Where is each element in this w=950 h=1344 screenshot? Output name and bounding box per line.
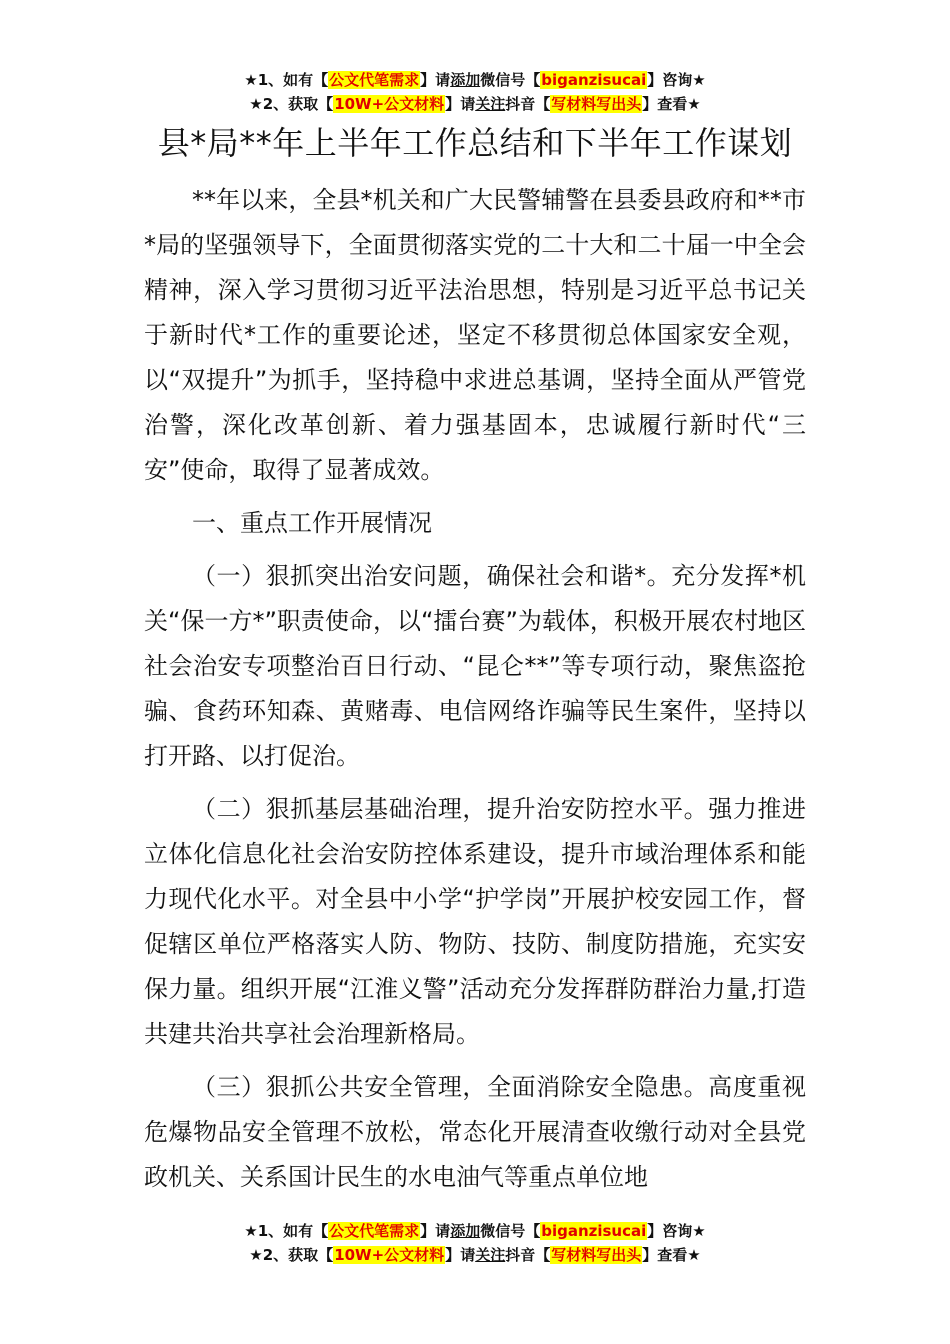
subsection-paragraph-2: （二）狠抓基层基础治理，提升治安防控水平。强力推进立体化信息化社会治安防控体系建设，提升市域治理体系和能力现代化水平。对全县中小学“护学岗”开展护校安园工作，督促辖区单位严格落实人防、物防、技防、制度防措施，充实安保力量。组织开展“江淮义警”活动充分发挥群防群治力量,打造共建共治共享社会治理新格局。 [144,795,806,1048]
ad-douyin-account: 写材料写出头 [551,95,642,113]
ad-text: 】咨询★ [647,1222,706,1240]
ad-line-2 [0,1243,950,1267]
ad-text: 】请 [445,95,476,113]
ad-text: ★1、如有【 [244,71,329,89]
subsection-paragraph-1: （一）狠抓突出治安问题，确保社会和谐*。充分发挥*机关“保一方*”职责使命，以“擂台赛”为载体，积极开展农村地区社会治安专项整治百日行动、“昆仑**”等专项行动，聚焦盗抢骗、食药环知森、黄赌毒、电信网络诈骗等民生案件，坚持以打开路、以打促治。 [144,562,806,770]
ad-underlined-text: 添加 [450,71,481,89]
ad-text: ★2、获取【 [249,95,334,113]
ad-highlight: 公文代笔需求 [329,1222,420,1240]
ad-douyin-account: 写材料写出头 [551,1246,642,1264]
ad-text: 】查看★ [642,95,701,113]
ad-text: ★1、如有【 [244,1222,329,1240]
ad-highlight: 10W+公文材料 [334,95,445,113]
header-ad-banner [0,68,950,116]
ad-text: 抖音【 [505,95,551,113]
ad-text: 】请 [420,71,451,89]
subsection-paragraph-3: （三）狠抓公共安全管理，全面消除安全隐患。高度重视危爆物品安全管理不放松，常态化开展清查收缴行动对全县党政机关、关系国计民生的水电油气等重点单位地 [144,1073,806,1191]
intro-paragraph: **年以来，全县*机关和广大民警辅警在县委县政府和**市*局的坚强领导下，全面贯彻落实党的二十大和二十届一中全会精神，深入学习贯彻习近平法治思想，特别是习近平总书记关于新时代*工作的重要论述，坚定不移贯彻总体国家安全观，以“双提升”为抓手，坚持稳中求进总基调，坚持全面从严管党治警，深化改革创新、着力强基固本，忠诚履行新时代“三安”使命，取得了显著成效。 [144,186,806,484]
ad-text: 】请 [445,1246,476,1264]
ad-underlined-text: 关注 [475,1246,506,1264]
document-title: 县*局**年上半年工作总结和下半年工作谋划 [157,124,793,162]
ad-wechat-id: biganzisucai [541,71,647,89]
ad-highlight: 公文代笔需求 [329,71,420,89]
ad-text: 】咨询★ [647,71,706,89]
ad-text: ★2、获取【 [249,1246,334,1264]
ad-text: 微信号【 [480,1222,541,1240]
ad-text: 微信号【 [480,71,541,89]
ad-wechat-id: biganzisucai [541,1222,647,1240]
ad-underlined-text: 关注 [475,95,506,113]
document-body [144,178,806,1200]
section-heading: 一、重点工作开展情况 [192,509,432,537]
ad-text: 】查看★ [642,1246,701,1264]
ad-line-2 [0,92,950,116]
ad-highlight: 10W+公文材料 [334,1246,445,1264]
ad-line-1 [0,68,950,92]
footer-ad-banner [0,1219,950,1267]
ad-text: 抖音【 [505,1246,551,1264]
ad-text: 】请 [420,1222,451,1240]
ad-underlined-text: 添加 [450,1222,481,1240]
ad-line-1 [0,1219,950,1243]
